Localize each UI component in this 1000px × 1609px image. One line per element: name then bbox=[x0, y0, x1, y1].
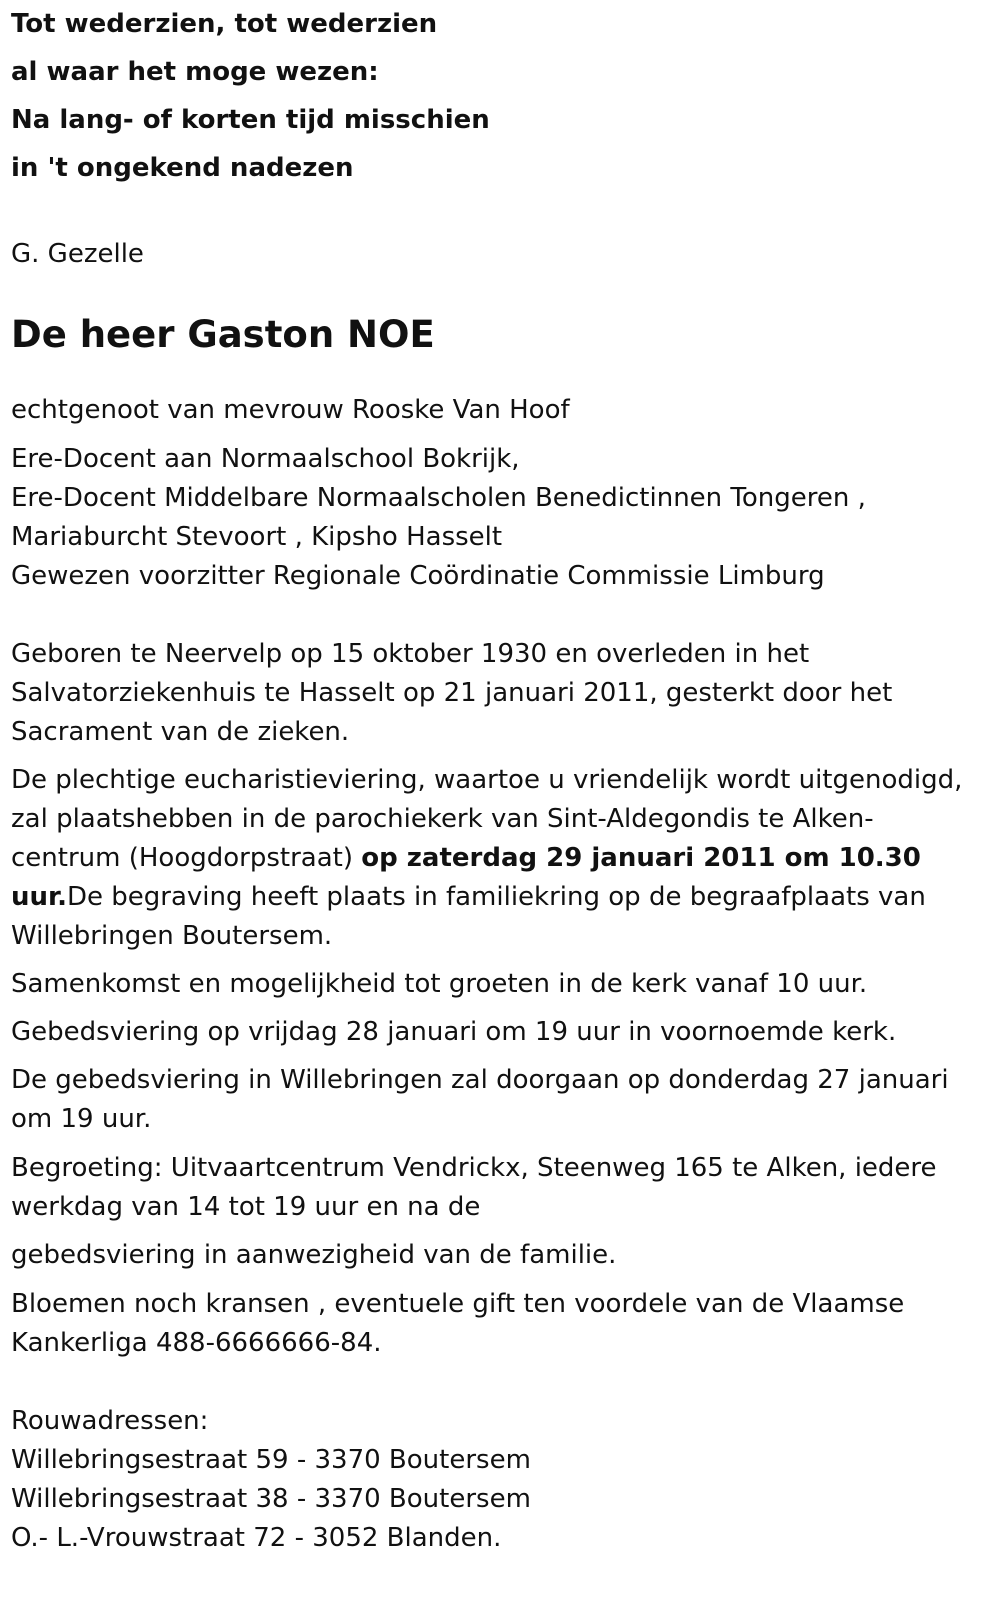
greeting-line-1: Begroeting: Uitvaartcentrum Vendrickx, Steenweg 165 te Alken, iedere bbox=[11, 1153, 937, 1183]
poem-line-2: al waar het moge wezen: bbox=[11, 57, 379, 87]
address-2: Willebringsestraat 38 - 3370 Boutersem bbox=[11, 1484, 531, 1514]
poem-line-3: Na lang- of korten tijd misschien bbox=[11, 105, 490, 135]
burial-info: De begraving heeft plaats in familiekring op de begraafplaats van bbox=[67, 882, 926, 912]
gathering-line: Samenkomst en mogelijkheid tot groeten in de kerk vanaf 10 uur. bbox=[11, 969, 868, 999]
spouse-line: echtgenoot van mevrouw Rooske Van Hoof bbox=[11, 395, 570, 425]
flowers-line-2: Kankerliga 488-6666666-84. bbox=[11, 1328, 382, 1358]
title-line-3: Mariaburcht Stevoort , Kipsho Hasselt bbox=[11, 522, 503, 552]
flowers-line-1: Bloemen noch kransen , eventuele gift ten voordele van de Vlaamse bbox=[11, 1289, 905, 1319]
deceased-name: De heer Gaston NOE bbox=[11, 313, 435, 356]
poem-line-1: Tot wederzien, tot wederzien bbox=[11, 9, 438, 39]
poem-author: G. Gezelle bbox=[11, 239, 144, 269]
title-line-1: Ere-Docent aan Normaalschool Bokrijk, bbox=[11, 444, 520, 474]
ceremony-line-3 bbox=[11, 843, 921, 873]
title-line-2: Ere-Docent Middelbare Normaalscholen Benedictinnen Tongeren , bbox=[11, 483, 866, 513]
prayer-willebringen-line-2: om 19 uur. bbox=[11, 1104, 152, 1134]
prayer-willebringen-line-1: De gebedsviering in Willebringen zal doorgaan op donderdag 27 januari bbox=[11, 1065, 949, 1095]
ceremony-line-2: zal plaatshebben in de parochiekerk van Sint-Aldegondis te Alken- bbox=[11, 804, 874, 834]
ceremony-datetime: op zaterdag 29 januari 2011 om 10.30 bbox=[361, 843, 921, 873]
birth-death-line-2: Salvatorziekenhuis te Hasselt op 21 januari 2011, gesterkt door het bbox=[11, 678, 893, 708]
greeting-line-2: werkdag van 14 tot 19 uur en na de bbox=[11, 1192, 481, 1222]
ceremony-location: centrum (Hoogdorpstraat) bbox=[11, 843, 362, 873]
poem-line-4: in 't ongekend nadezen bbox=[11, 153, 354, 183]
address-3: O.- L.-Vrouwstraat 72 - 3052 Blanden. bbox=[11, 1523, 502, 1553]
address-1: Willebringsestraat 59 - 3370 Boutersem bbox=[11, 1445, 531, 1475]
ceremony-line-5: Willebringen Boutersem. bbox=[11, 921, 333, 951]
birth-death-line-1: Geboren te Neervelp op 15 oktober 1930 en overleden in het bbox=[11, 639, 810, 669]
ceremony-line-1: De plechtige eucharistieviering, waartoe u vriendelijk wordt uitgenodigd, bbox=[11, 765, 963, 795]
greeting-cont-line: gebedsviering in aanwezigheid van de familie. bbox=[11, 1240, 617, 1270]
ceremony-datetime-end: uur. bbox=[11, 882, 68, 912]
title-line-4: Gewezen voorzitter Regionale Coördinatie Commissie Limburg bbox=[11, 561, 825, 591]
birth-death-line-3: Sacrament van de zieken. bbox=[11, 717, 350, 747]
ceremony-line-4 bbox=[11, 882, 926, 912]
addresses-label: Rouwadressen: bbox=[11, 1406, 209, 1436]
prayer-service-line: Gebedsviering op vrijdag 28 januari om 19 uur in voornoemde kerk. bbox=[11, 1017, 897, 1047]
